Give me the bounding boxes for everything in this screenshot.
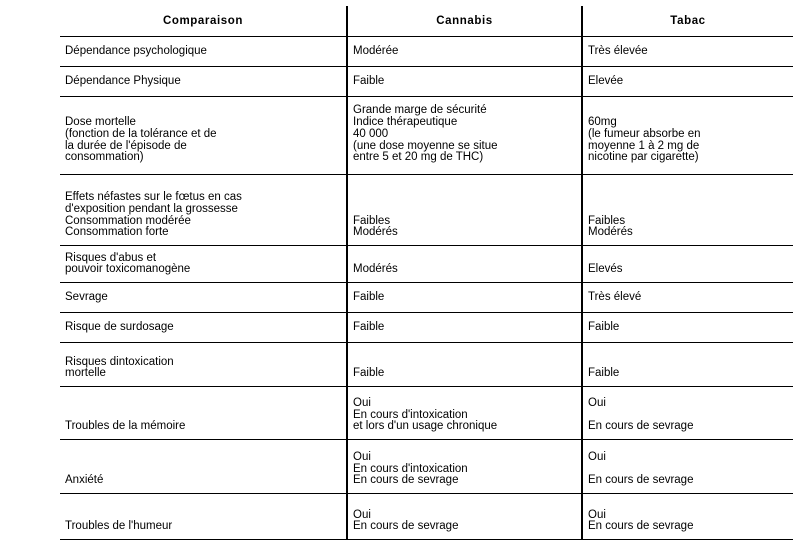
cell-line: Oui <box>588 508 606 521</box>
cannabis-cell <box>347 343 582 387</box>
cell-line: Oui <box>353 508 371 521</box>
cell-line: Modérée <box>353 45 399 58</box>
cannabis-cell <box>347 313 582 343</box>
cell-line: pouvoir toxicomanogène <box>65 263 191 276</box>
tabac-cell <box>582 37 793 67</box>
row-label-cell <box>60 97 347 175</box>
cell-line: Oui <box>588 450 606 463</box>
cell-line: Très élevée <box>588 45 648 58</box>
row-label-cell <box>60 283 347 313</box>
tabac-cell <box>582 494 793 540</box>
cell-line: Risques dintoxication <box>65 355 174 368</box>
cell-line: Modérés <box>353 226 398 239</box>
table-row <box>60 175 793 246</box>
cell-line: En cours d'intoxication <box>353 408 468 421</box>
cell-line: Consommation forte <box>65 226 169 239</box>
tabac-cell <box>582 175 793 246</box>
tabac-cell <box>582 283 793 313</box>
cell-line: En cours de sevrage <box>353 474 459 487</box>
row-label-cell <box>60 246 347 283</box>
header-cannabis: Cannabis <box>347 6 582 37</box>
table-row <box>60 67 793 97</box>
cannabis-cell <box>347 387 582 440</box>
table-row <box>60 440 793 494</box>
cannabis-cell <box>347 97 582 175</box>
cell-line: Oui <box>353 450 371 463</box>
row-label-cell <box>60 440 347 494</box>
cell-line: entre 5 et 20 mg de THC) <box>353 151 484 164</box>
cell-line: En cours d'intoxication <box>353 462 468 475</box>
cell-line: Elevée <box>588 75 624 88</box>
cell-line: (fonction de la tolérance et de <box>65 127 217 140</box>
cannabis-cell <box>347 283 582 313</box>
table-row <box>60 37 793 67</box>
cell-line: Faibles <box>588 214 626 227</box>
cell-line: Elevés <box>588 263 623 276</box>
tabac-cell <box>582 440 793 494</box>
cell-line: Oui <box>353 396 371 409</box>
cell-line: Modérés <box>588 226 633 239</box>
tabac-cell <box>582 246 793 283</box>
table-row <box>60 343 793 387</box>
cell-line: (le fumeur absorbe en <box>588 127 701 140</box>
cell-line: d'exposition pendant la grossesse <box>65 202 238 215</box>
cell-line: Risques d'abus et <box>65 251 157 264</box>
cannabis-cell <box>347 440 582 494</box>
cell-line: la durée de l'épisode de <box>65 139 187 152</box>
cell-line: mortelle <box>65 367 106 380</box>
cannabis-cell <box>347 494 582 540</box>
row-label-cell <box>60 387 347 440</box>
comparison-table-container <box>60 6 793 540</box>
cell-line: Faible <box>588 321 620 334</box>
row-label-cell <box>60 313 347 343</box>
row-label-cell <box>60 67 347 97</box>
cell-line: Grande marge de sécurité <box>353 104 487 117</box>
cell-line: En cours de sevrage <box>588 520 694 533</box>
table-row <box>60 283 793 313</box>
cell-line: Faible <box>353 367 385 380</box>
cell-line: moyenne 1 à 2 mg de <box>588 139 700 152</box>
header-row <box>60 6 793 37</box>
tabac-cell <box>582 313 793 343</box>
cell-line: Modérés <box>353 263 398 276</box>
cell-line: Oui <box>588 396 606 409</box>
tabac-cell <box>582 343 793 387</box>
cannabis-cell <box>347 246 582 283</box>
cannabis-cell <box>347 175 582 246</box>
cell-line: En cours de sevrage <box>588 474 694 487</box>
cell-line: Effets néfastes sur le fœtus en cas <box>65 191 242 204</box>
cell-line: Très élevé <box>588 291 642 304</box>
cell-line: 40 000 <box>353 127 389 140</box>
table-header <box>60 6 793 37</box>
tabac-cell <box>582 387 793 440</box>
cell-line: Troubles de la mémoire <box>65 420 186 433</box>
cell-line: Dose mortelle <box>65 116 136 129</box>
cell-line: Anxiété <box>65 474 104 487</box>
cell-line: Faible <box>588 367 620 380</box>
comparison-table <box>60 6 793 540</box>
table-row <box>60 313 793 343</box>
tabac-cell <box>582 67 793 97</box>
cell-line: Faible <box>353 321 385 334</box>
header-comparaison: Comparaison <box>60 6 347 37</box>
cell-line: Dépendance psychologique <box>65 45 207 58</box>
cannabis-cell <box>347 37 582 67</box>
cell-line: (une dose moyenne se situe <box>353 139 498 152</box>
cell-line: Faible <box>353 291 385 304</box>
table-row <box>60 387 793 440</box>
table-row <box>60 97 793 175</box>
cell-line: et lors d'un usage chronique <box>353 420 498 433</box>
cell-line: Troubles de l'humeur <box>65 520 173 533</box>
cell-line: En cours de sevrage <box>588 420 694 433</box>
cannabis-cell <box>347 67 582 97</box>
row-label-cell <box>60 37 347 67</box>
tabac-cell <box>582 97 793 175</box>
table-row <box>60 246 793 283</box>
table-body <box>60 37 793 540</box>
row-label-cell <box>60 494 347 540</box>
table-row <box>60 494 793 540</box>
cell-line: Sevrage <box>65 291 108 304</box>
row-label-cell <box>60 343 347 387</box>
row-label-cell <box>60 175 347 246</box>
cell-line: Risque de surdosage <box>65 321 174 334</box>
cell-line: 60mg <box>588 116 617 129</box>
cell-line: Faibles <box>353 214 391 227</box>
cell-line: En cours de sevrage <box>353 520 459 533</box>
cell-line: nicotine par cigarette) <box>588 151 699 164</box>
cell-line: Faible <box>353 75 385 88</box>
cell-line: Consommation modérée <box>65 214 191 227</box>
cell-line: Indice thérapeutique <box>353 116 458 129</box>
cell-line: Dépendance Physique <box>65 75 181 88</box>
cell-line: consommation) <box>65 151 144 164</box>
header-tabac: Tabac <box>582 6 793 37</box>
